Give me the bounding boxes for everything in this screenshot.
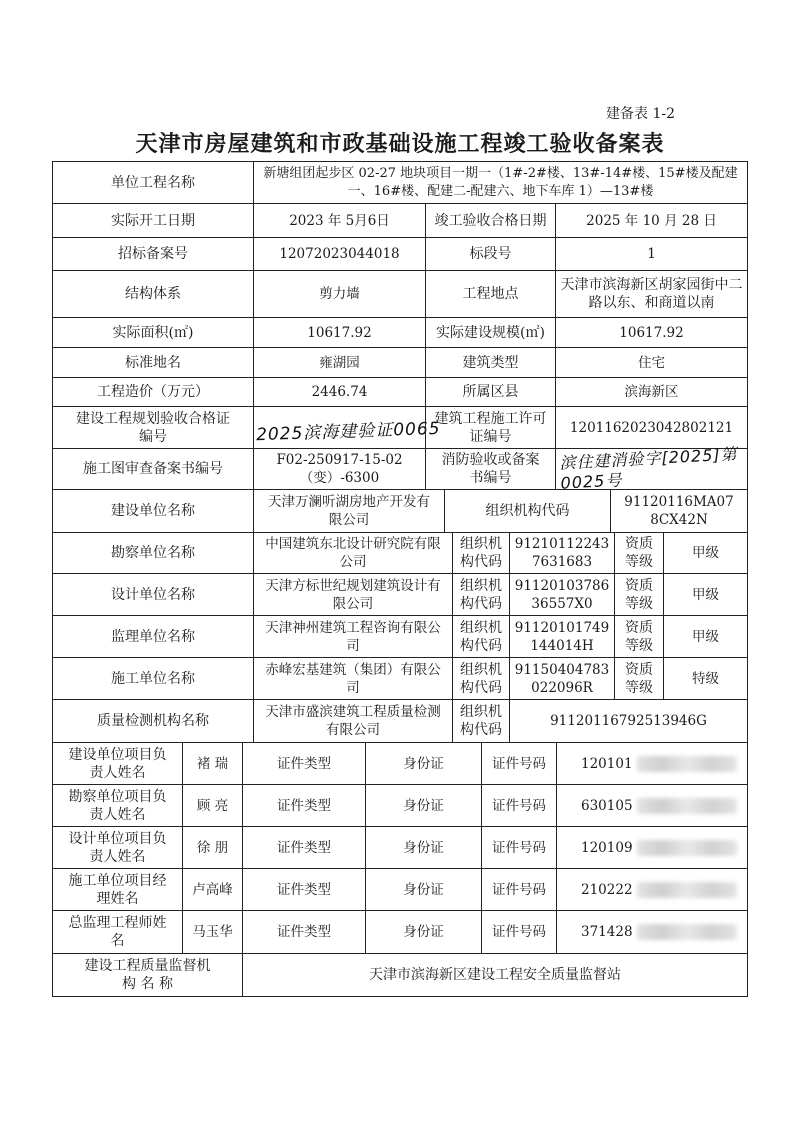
supervise-qual-label: 资质等级 — [614, 615, 664, 658]
bid-no-label: 招标备案号 — [52, 237, 254, 271]
construct-org-value: 91150404783022096R — [509, 657, 615, 700]
person-construct-cert-type: 身份证 — [365, 868, 482, 911]
quality-org-value: 天津市滨海新区建设工程安全质量监督站 — [242, 953, 748, 997]
area-label: 实际面积(㎡) — [52, 317, 254, 348]
district-label: 所属区县 — [425, 377, 556, 407]
bid-no-value: 12072023044018 — [253, 237, 426, 271]
building-type-label: 建筑类型 — [425, 347, 556, 378]
person-construct-label: 施工单位项目经理姓名 — [52, 868, 183, 911]
drawing-value: F02-250917-15-02（变）-6300 — [253, 448, 426, 490]
person-construct-name: 卢高峰 — [182, 868, 243, 911]
person-survey-name: 顾 亮 — [182, 784, 243, 827]
testing-value: 天津市盛滨建筑工程质量检测有限公司 — [253, 699, 453, 743]
person-design-label: 设计单位项目负责人姓名 — [52, 826, 183, 869]
structure-value: 剪力墙 — [253, 270, 426, 318]
quality-org-label: 建设工程质量监督机 构 名 称 — [52, 953, 243, 997]
plan-cert-label: 建设工程规划验收合格证编号 — [52, 406, 254, 449]
person-supervise-label: 总监理工程师姓名 — [52, 910, 183, 954]
std-name-value: 雍湖园 — [253, 347, 426, 378]
permit-label: 建筑工程施工许可证编号 — [425, 406, 556, 449]
builder-value: 天津万澜听湖房地产开发有限公司 — [253, 489, 445, 533]
unit-name-value: 新塘组团起步区 02-27 地块项目一期一（1#-2#楼、13#-14#楼、15#楼及配建一、16#楼、配建二-配建六、地下车库 1）—13#楼 — [253, 161, 748, 204]
plan-cert-handwritten: 2025滨海建验证0065 — [255, 418, 441, 446]
start-date-value: 2023 年 5月6日 — [253, 203, 426, 238]
construct-value: 赤峰宏基建筑（集团）有限公司 — [253, 657, 453, 700]
accept-date-label: 竣工验收合格日期 — [425, 203, 556, 238]
scale-label: 实际建设规模(㎡) — [425, 317, 556, 348]
person-builder-label: 建设单位项目负责人姓名 — [52, 742, 183, 785]
form-number: 建备表 1-2 — [606, 106, 675, 122]
area-value: 10617.92 — [253, 317, 426, 348]
person-construct-cert-type-label: 证件类型 — [242, 868, 366, 911]
structure-label: 结构体系 — [52, 270, 254, 318]
section-no-label: 标段号 — [425, 237, 556, 271]
redacted-mask — [637, 840, 737, 856]
start-date-label: 实际开工日期 — [52, 203, 254, 238]
supervise-org-value: 91120101749144014H — [509, 615, 615, 658]
construct-label: 施工单位名称 — [52, 657, 254, 700]
person-supervise-name: 马玉华 — [182, 910, 243, 954]
redacted-mask — [637, 924, 737, 940]
person-supervise-cert-no-label: 证件号码 — [481, 910, 557, 954]
design-qual-value: 甲级 — [663, 573, 748, 616]
person-construct-cert-no-label: 证件号码 — [481, 868, 557, 911]
person-design-cert-type: 身份证 — [365, 826, 482, 869]
accept-date-value: 2025 年 10 月 28 日 — [555, 203, 748, 238]
page-title: 天津市房屋建筑和市政基础设施工程竣工验收备案表 — [135, 132, 665, 157]
survey-value: 中国建筑东北设计研究院有限公司 — [253, 532, 453, 574]
builder-org-value: 91120116MA078CX42N — [610, 489, 748, 533]
scale-value: 10617.92 — [555, 317, 748, 348]
design-qual-label: 资质等级 — [614, 573, 664, 616]
person-design-id: 120109 — [581, 839, 633, 856]
person-builder-id-cell — [556, 742, 748, 785]
person-builder-name: 褚 瑞 — [182, 742, 243, 785]
design-value: 天津方标世纪规划建筑设计有限公司 — [253, 573, 453, 616]
survey-org-label: 组织机构代码 — [452, 532, 510, 574]
construct-org-label: 组织机构代码 — [452, 657, 510, 700]
construct-qual-value: 特级 — [663, 657, 748, 700]
design-org-value: 9112010378636557X0 — [509, 573, 615, 616]
person-builder-cert-no-label: 证件号码 — [481, 742, 557, 785]
design-label: 设计单位名称 — [52, 573, 254, 616]
fire-label: 消防验收或备案书编号 — [425, 448, 556, 490]
builder-label: 建设单位名称 — [52, 489, 254, 533]
testing-org-value: 91120116792513946G — [509, 699, 748, 743]
supervise-org-label: 组织机构代码 — [452, 615, 510, 658]
supervise-value: 天津神州建筑工程咨询有限公司 — [253, 615, 453, 658]
person-design-name: 徐 朋 — [182, 826, 243, 869]
redacted-mask — [637, 798, 737, 814]
person-survey-cert-no-label: 证件号码 — [481, 784, 557, 827]
permit-value: 120116202304280212​1 — [555, 406, 748, 449]
drawing-label: 施工图审查备案书编号 — [52, 448, 254, 490]
person-construct-id-cell — [556, 868, 748, 911]
std-name-label: 标准地名 — [52, 347, 254, 378]
supervise-qual-value: 甲级 — [663, 615, 748, 658]
person-supervise-id-cell — [556, 910, 748, 954]
person-survey-cert-type: 身份证 — [365, 784, 482, 827]
construct-qual-label: 资质等级 — [614, 657, 664, 700]
supervise-label: 监理单位名称 — [52, 615, 254, 658]
redacted-mask — [637, 756, 737, 772]
testing-label: 质量检测机构名称 — [52, 699, 254, 743]
cost-value: 2446.74 — [253, 377, 426, 407]
location-label: 工程地点 — [425, 270, 556, 318]
unit-name-label: 单位工程名称 — [52, 161, 254, 204]
person-supervise-id: 371428 — [581, 924, 633, 940]
testing-org-label: 组织机构代码 — [452, 699, 510, 743]
person-builder-id: 120101 — [581, 755, 633, 772]
person-construct-id: 210222 — [581, 881, 633, 898]
person-survey-cert-type-label: 证件类型 — [242, 784, 366, 827]
builder-org-label: 组织机构代码 — [444, 489, 611, 533]
person-design-cert-type-label: 证件类型 — [242, 826, 366, 869]
survey-qual-label: 资质等级 — [614, 532, 664, 574]
person-survey-id: 630105 — [581, 797, 633, 814]
survey-qual-value: 甲级 — [663, 532, 748, 574]
survey-label: 勘察单位名称 — [52, 532, 254, 574]
building-type-value: 住宅 — [555, 347, 748, 378]
survey-org-value: 912101122437631683 — [509, 532, 615, 574]
location-value: 天津市滨海新区胡家园街中二路以东、和商道以南 — [555, 270, 748, 318]
district-value: 滨海新区 — [555, 377, 748, 407]
person-builder-cert-type: 身份证 — [365, 742, 482, 785]
person-survey-label: 勘察单位项目负责人姓名 — [52, 784, 183, 827]
design-org-label: 组织机构代码 — [452, 573, 510, 616]
cost-label: 工程造价（万元） — [52, 377, 254, 407]
person-survey-id-cell — [556, 784, 748, 827]
redacted-mask — [637, 882, 737, 898]
person-design-cert-no-label: 证件号码 — [481, 826, 557, 869]
person-design-id-cell — [556, 826, 748, 869]
fire-handwritten: 滨住建消验字[2025]第0025号 — [559, 444, 739, 493]
person-supervise-cert-type: 身份证 — [365, 910, 482, 954]
section-no-value: 1 — [555, 237, 748, 271]
person-supervise-cert-type-label: 证件类型 — [242, 910, 366, 954]
person-builder-cert-type-label: 证件类型 — [242, 742, 366, 785]
